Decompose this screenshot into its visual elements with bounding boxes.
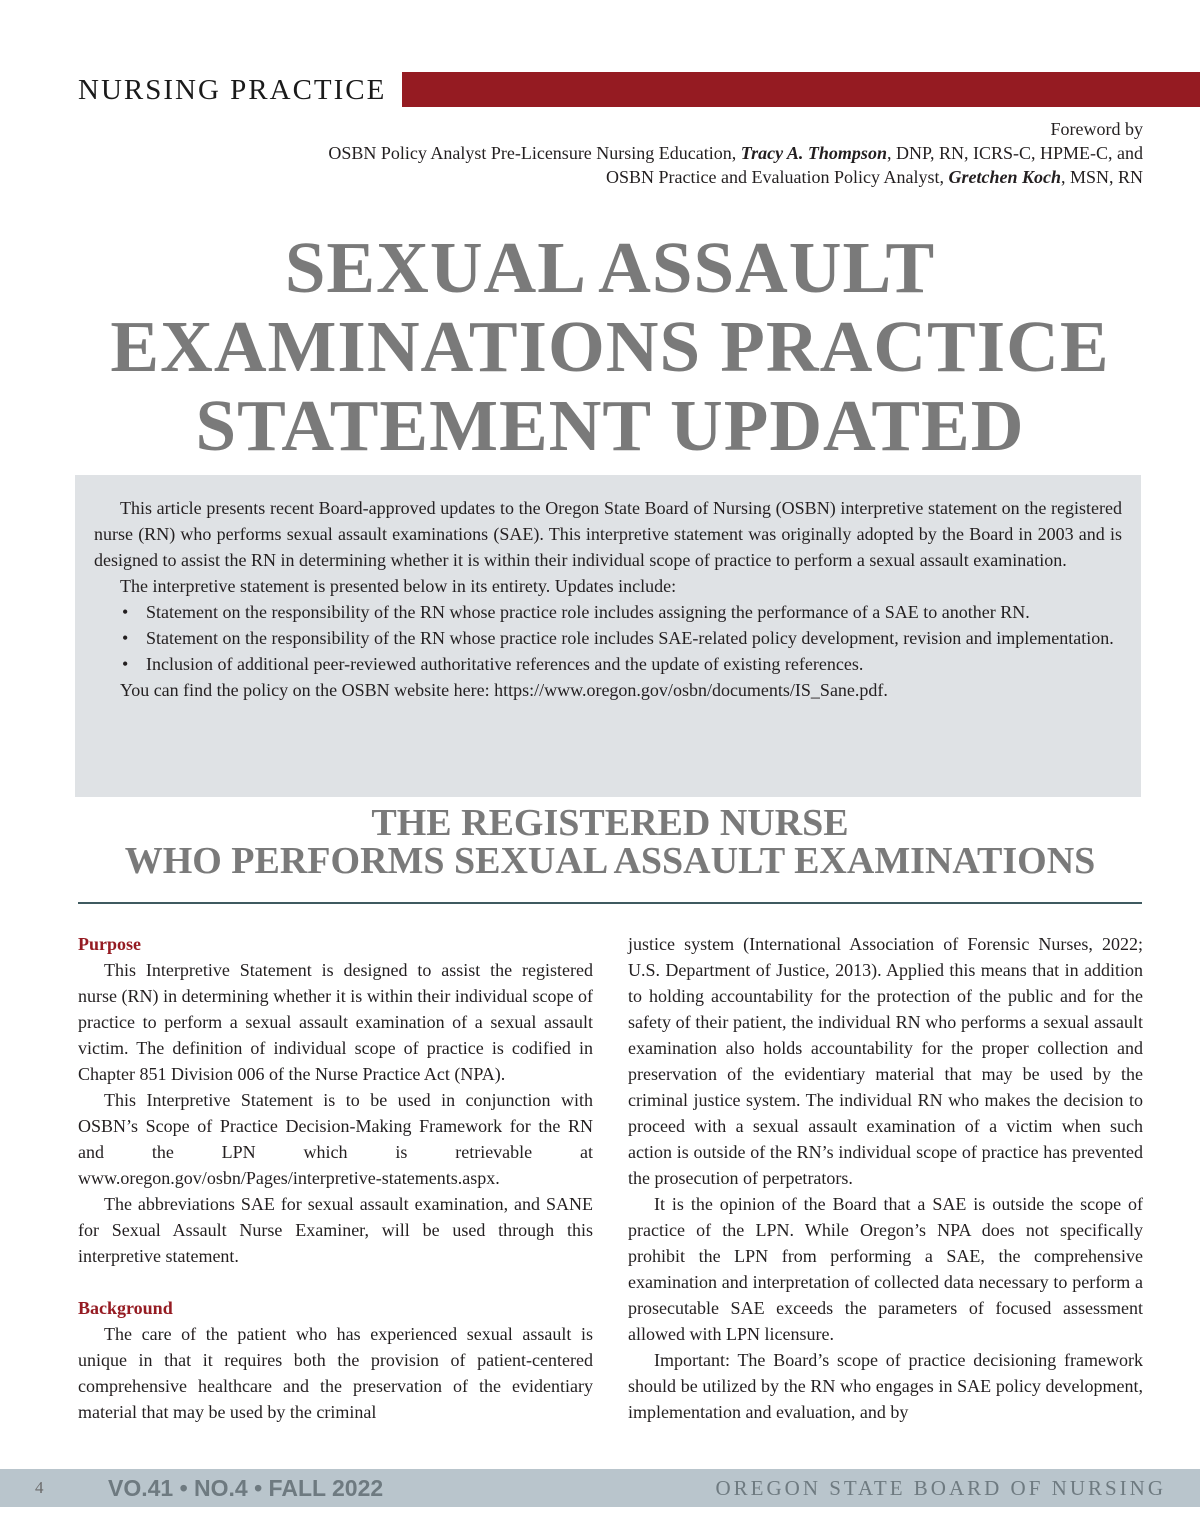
foreword-line-3-pre: OSBN Practice and Evaluation Policy Analyst, — [606, 167, 949, 187]
section-accent-bar — [402, 72, 1200, 107]
foreword-line-2-pre: OSBN Policy Analyst Pre-Licensure Nursing Education, — [328, 143, 741, 163]
divider — [78, 902, 1142, 904]
paragraph-gap — [78, 1269, 593, 1295]
intro-box — [75, 475, 1141, 797]
organization-name: OREGON STATE BOARD OF NURSING — [715, 1476, 1166, 1500]
purpose-paragraph-2: This Interpretive Statement is to be used in conjunction with OSBN’s Scope of Practice Decision-Making Framework for the RN and the LPN which is retrievable at www.oregon.gov/osbn/Pages/interpretive-statements.aspx. — [78, 1090, 593, 1188]
list-item-text: Statement on the responsibility of the RN whose practice role includes assigning the performance of a SAE to another RN. — [146, 602, 1030, 622]
background-heading: Background — [78, 1298, 173, 1318]
bullet-icon: • — [122, 602, 129, 622]
foreword-line-2-post: , DNP, RN, ICRS-C, HPME-C, and — [886, 143, 1143, 163]
purpose-paragraph-3: The abbreviations SAE for sexual assault examination, and SANE for Sexual Assault Nurse Examiner, will be used through this interpretive statement. — [78, 1194, 593, 1266]
section-title — [40, 804, 1180, 880]
updates-list — [94, 599, 1122, 677]
intro-paragraph-3: You can find the policy on the OSBN website here: https://www.oregon.gov/osbn/documents/IS_Sane.pdf. — [120, 680, 888, 700]
purpose-paragraph-1: This Interpretive Statement is designed to assist the registered nurse (RN) in determining whether it is within their individual scope of practice to perform a sexual assault examination of a sexual assault victim. The definition of individual scope of practice is codified in Chapter 851 Division 006 of the Nurse Practice Act (NPA). — [78, 960, 593, 1084]
author-name-2: Gretchen Koch — [948, 167, 1061, 187]
intro-paragraph-1: This article presents recent Board-approved updates to the Oregon State Board of Nursing (OSBN) interpretive statement on the registered nurse (RN) who performs sexual assault examinations (SAE). This interpretive statement was originally adopted by the Board in 2003 and is designed to assist the RN in determining whether it is within their individual scope of practice to perform a sexual assault examination. — [94, 498, 1122, 570]
background-paragraph-3: Important: The Board’s scope of practice decisioning framework should be utilized by the RN who engages in SAE policy development, implementation and evaluation, and by — [628, 1350, 1143, 1422]
background-paragraph-1: The care of the patient who has experienced sexual assault is unique in that it requires both the provision of patient-centered comprehensive healthcare and the preservation of the evidentiary material that may be used by the criminal — [78, 1324, 593, 1422]
title-line-2: EXAMINATIONS PRACTICE — [110, 306, 1110, 387]
list-item — [122, 625, 1122, 651]
title-line-3: STATEMENT UPDATED — [195, 385, 1025, 466]
list-item-text: Inclusion of additional peer-reviewed authoritative references and the update of existing references. — [146, 654, 864, 674]
section-label: NURSING PRACTICE — [78, 74, 387, 106]
foreword-line-2 — [328, 141, 1143, 165]
intro-paragraph-2: The interpretive statement is presented below in its entirety. Updates include: — [120, 576, 677, 596]
foreword — [328, 117, 1143, 189]
foreword-line-3-post: , MSN, RN — [1060, 167, 1143, 187]
background-paragraph-2: It is the opinion of the Board that a SAE is outside the scope of practice of the LPN. While Oregon’s NPA does not specifically prohibit the LPN from performing a SAE, the comprehensive examination and interpretation of collected data necessary to perform a prosecutable SAE exceeds the parameters of focused assessment allowed with LPN licensure. — [628, 1194, 1143, 1344]
article-title — [40, 228, 1180, 465]
page-number: 4 — [35, 1478, 44, 1497]
left-column — [78, 931, 593, 1425]
section-title-line-2: WHO PERFORMS SEXUAL ASSAULT EXAMINATIONS — [124, 840, 1096, 882]
title-line-1: SEXUAL ASSAULT — [284, 227, 936, 308]
purpose-heading: Purpose — [78, 934, 141, 954]
background-paragraph-1-cont: justice system (International Association of Forensic Nurses, 2022; U.S. Department of Justice, 2013). Applied this means that in addition to holding accountability for the protection of the public and for the safety of their patient, the individual RN who performs a sexual assault examination also holds accountability for the proper collection and preservation of the evidentiary material that may be used by the criminal justice system. The individual RN who makes the decision to proceed with a sexual assault examination of a victim when such action is outside of the RN’s individual scope of practice has prevented the prosecution of perpetrators. — [628, 934, 1143, 1188]
list-item-text: Statement on the responsibility of the RN whose practice role includes SAE-related policy development, revision and implementation. — [146, 628, 1114, 648]
section-title-line-1: THE REGISTERED NURSE — [371, 802, 849, 844]
list-item — [122, 651, 1122, 677]
foreword-line-1: Foreword by — [1050, 119, 1143, 139]
right-column — [628, 931, 1143, 1425]
foreword-line-3 — [328, 165, 1143, 189]
list-item — [122, 599, 1122, 625]
issue-info: VO.41 • NO.4 • FALL 2022 — [108, 1475, 384, 1501]
bullet-icon: • — [122, 628, 129, 648]
bullet-icon: • — [122, 654, 129, 674]
author-name-1: Tracy A. Thompson — [740, 143, 887, 163]
